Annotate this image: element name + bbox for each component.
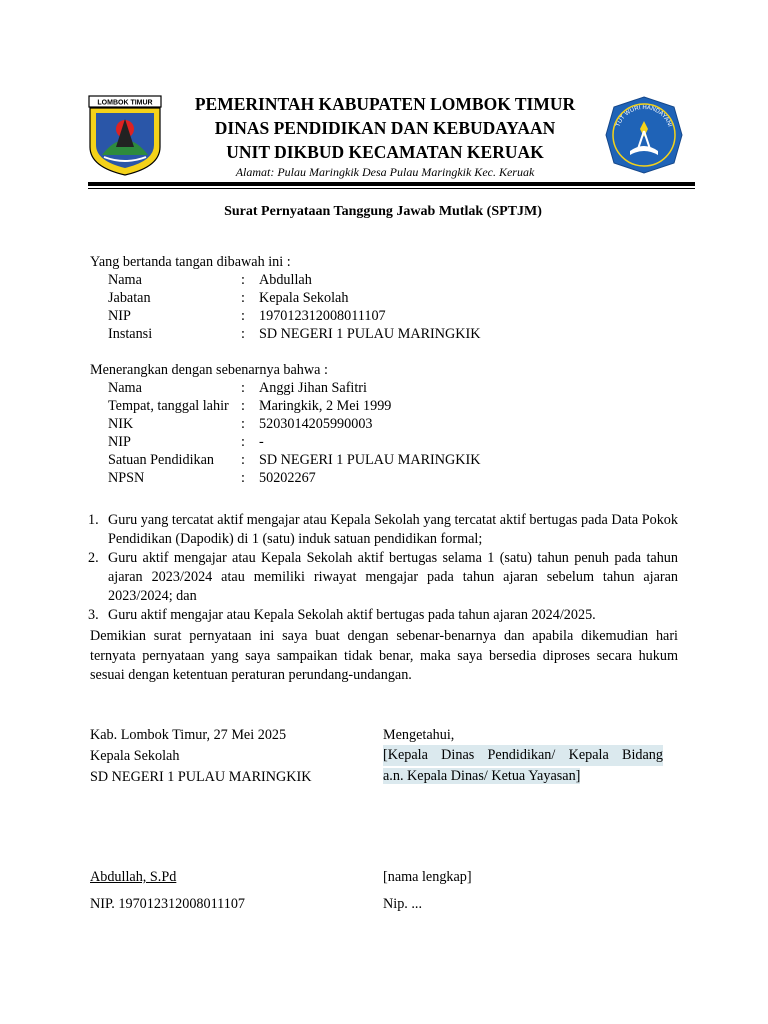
- signer-name-label: Nama: [108, 272, 142, 288]
- list-item-number: 3.: [88, 607, 99, 623]
- logo-text: LOMBOK TIMUR: [97, 99, 153, 107]
- list-item: [88, 511, 678, 549]
- subject-nip-value: -: [259, 434, 264, 450]
- sign-left-nip: NIP. 197012312008011107: [90, 896, 246, 912]
- logo-motto: TUT WURI HANDAYANI: [615, 104, 673, 128]
- separator: :: [241, 308, 245, 324]
- subject-school-label: Satuan Pendidikan: [108, 452, 214, 468]
- declares-text: Menerangkan dengan sebenarnya bahwa :: [90, 362, 328, 378]
- sign-right-nip: Nip. ...: [383, 896, 423, 912]
- document-title: Surat Pernyataan Tanggung Jawab Mutlak (SPTJM): [224, 204, 542, 219]
- subject-school-value: SD NEGERI 1 PULAU MARINGKIK: [259, 452, 481, 468]
- signer-nip-label: NIP: [108, 308, 131, 324]
- subject-nik-value: 5203014205990003: [259, 416, 373, 432]
- subject-name-value: Anggi Jihan Safitri: [259, 380, 367, 396]
- list-item-text: Guru aktif mengajar atau Kepala Sekolah aktif bertugas pada tahun ajaran 2024/2025.: [108, 607, 596, 623]
- sign-left-role: Kepala Sekolah: [90, 748, 180, 764]
- sign-right-role-line2: a.n. Kepala Dinas/ Ketua Yayasan]: [383, 768, 581, 784]
- separator: :: [241, 326, 245, 342]
- lombok-timur-logo: [88, 95, 162, 177]
- separator: :: [241, 398, 245, 414]
- subject-name-label: Nama: [108, 380, 142, 396]
- letterhead-line-2: DINAS PENDIDIKAN DAN KEBUDAYAAN: [214, 118, 556, 138]
- separator: :: [241, 380, 245, 396]
- separator: :: [241, 470, 245, 486]
- list-item: [88, 606, 678, 625]
- list-item-text: Guru yang tercatat aktif mengajar atau Kepala Sekolah yang tercatat aktif bertugas pada Data Pokok Pendidikan (Dapodik) di 1 (satu) induk satuan pendidikan formal;: [108, 512, 678, 547]
- subject-nip-label: NIP: [108, 434, 131, 450]
- tut-wuri-handayani-logo: [604, 95, 684, 175]
- letterhead-rule-thin: [88, 188, 695, 189]
- subject-npsn-value: 50202267: [259, 470, 316, 486]
- sign-left-name: Abdullah, S.Pd: [90, 869, 177, 885]
- subject-nik-label: NIK: [108, 416, 134, 432]
- letterhead-line-3: UNIT DIKBUD KECAMATAN KERUAK: [226, 142, 544, 162]
- signer-position-label: Jabatan: [108, 290, 151, 306]
- separator: :: [241, 434, 245, 450]
- letterhead-line-1: PEMERINTAH KABUPATEN LOMBOK TIMUR: [194, 94, 576, 114]
- letterhead-rule-thick: [88, 182, 695, 186]
- signer-name-value: Abdullah: [259, 272, 312, 288]
- signer-position-value: Kepala Sekolah: [259, 290, 349, 306]
- separator: :: [241, 290, 245, 306]
- list-item-number: 1.: [88, 512, 99, 528]
- subject-npsn-label: NPSN: [108, 470, 145, 486]
- separator: :: [241, 452, 245, 468]
- closing-paragraph: Demikian surat pernyataan ini saya buat dengan sebenar-benarnya dan apabila dikemudian hari ternyata pernyataan yang saya sampaikan tidak benar, maka saya bersedia diproses secara hukum sesuai dengan ketentuan peraturan perundang-undangan.: [90, 628, 678, 683]
- sign-left-school: SD NEGERI 1 PULAU MARINGKIK: [90, 769, 312, 785]
- signer-institution-value: SD NEGERI 1 PULAU MARINGKIK: [259, 326, 481, 342]
- sign-left-place-date: Kab. Lombok Timur, 27 Mei 2025: [90, 727, 287, 743]
- signer-nip-value: 197012312008011107: [259, 308, 386, 324]
- separator: :: [241, 272, 245, 288]
- signer-institution-label: Instansi: [108, 326, 153, 342]
- sign-right-role-line1: [Kepala Dinas Pendidikan/ Kepala Bidang: [383, 745, 663, 766]
- sign-right-acknowledged: Mengetahui,: [383, 727, 455, 743]
- subject-birth-label: Tempat, tanggal lahir: [108, 398, 229, 414]
- letterhead-address: Alamat: Pulau Maringkik Desa Pulau Maringkik Kec. Keruak: [235, 165, 535, 179]
- separator: :: [241, 416, 245, 432]
- sign-right-name: [nama lengkap]: [383, 869, 472, 885]
- list-item-text: Guru aktif mengajar atau Kepala Sekolah aktif bertugas selama 1 (satu) tahun penuh pada tahun ajaran 2023/2024 atau memiliki riwayat mengajar pada tahun ajaran sebelum tahun ajaran 2023/2024; dan: [108, 550, 678, 604]
- intro-text: Yang bertanda tangan dibawah ini :: [90, 254, 291, 270]
- statement-list: [88, 511, 678, 625]
- sign-right-role: [383, 745, 663, 787]
- list-item: [88, 549, 678, 606]
- subject-birth-value: Maringkik, 2 Mei 1999: [259, 398, 392, 414]
- list-item-number: 2.: [88, 550, 99, 566]
